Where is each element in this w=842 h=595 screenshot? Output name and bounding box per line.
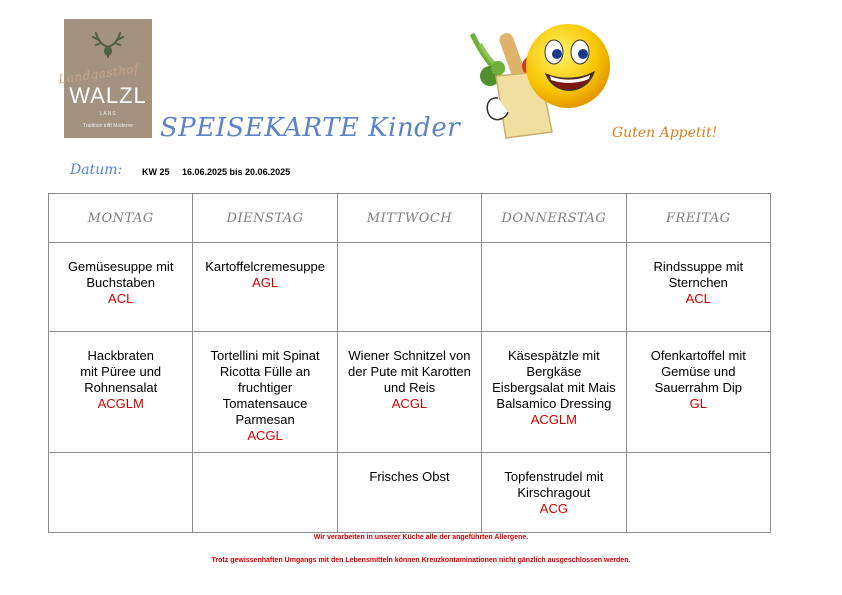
allergen-codes: ACGLM (530, 412, 577, 427)
day-header-tuesday: DIENSTAG (193, 194, 337, 243)
menu-cell (337, 453, 481, 533)
dish-name: Rindssuppe mit Sternchen (653, 259, 744, 290)
dish-name: Käsespätzle mit Bergkäse Eisbergsalat mit Mais Balsamico Dressing (492, 348, 616, 411)
allergen-codes: ACL (685, 291, 711, 306)
table-row (49, 243, 771, 332)
allergen-codes: ACG (539, 501, 568, 516)
contamination-note: Trotz gewissenhaften Umgangs mit den Lebensmitteln können Kreuzkontaminationen nicht gänzlich ausgeschlossen werden. (211, 557, 631, 564)
day-header-thursday: DONNERSTAG (482, 194, 626, 243)
date-label: Datum: (70, 162, 123, 178)
allergen-codes: GL (689, 396, 707, 411)
menu-cell (337, 332, 481, 453)
logo-tagline: Tradition trifft Moderne (82, 123, 134, 129)
logo (57, 19, 152, 138)
menu-cell (49, 243, 193, 332)
logo-script: Landgasthof (57, 61, 140, 87)
allergen-codes: ACGL (391, 396, 428, 411)
dish-name: Hackbraten mit Püree und Rohnensalat (80, 348, 162, 395)
dish-name: Wiener Schnitzel von der Pute mit Karotten und Reis (348, 348, 471, 395)
day-header-friday: FREITAG (626, 194, 770, 243)
logo-place: LANS (99, 111, 117, 117)
smiley-grocery-bag-icon (462, 14, 614, 140)
allergen-codes: ACL (108, 291, 134, 306)
dish-name: Ofenkartoffel mit Gemüse und Sauerrahm Dip (650, 348, 746, 395)
table-row (49, 332, 771, 453)
allergen-note: Wir verarbeiten in unserer Küche alle der angeführten Allergene. (313, 534, 529, 541)
menu-cell (193, 243, 337, 332)
table-row (49, 453, 771, 533)
logo-brand: WALZL (69, 83, 147, 108)
menu-cell (49, 453, 193, 533)
deer-antler-icon (90, 29, 126, 59)
allergen-codes: ACGLM (97, 396, 144, 411)
menu-cell (193, 453, 337, 533)
menu-cell (626, 332, 770, 453)
allergen-codes: AGL (252, 275, 279, 290)
dish-name: Gemüsesuppe mit Buchstaben (67, 259, 174, 290)
dish-name: Kartoffelcremesuppe (205, 259, 325, 274)
menu-cell (626, 453, 770, 533)
dish-name: Frisches Obst (369, 469, 450, 484)
page-title: SPEISEKARTE Kinder (160, 113, 461, 143)
menu-cell (482, 332, 626, 453)
day-header-wednesday: MITTWOCH (337, 194, 481, 243)
calendar-week: KW 25 (142, 167, 170, 177)
menu-cell (337, 243, 481, 332)
allergen-codes: ACGL (247, 428, 283, 443)
greeting: Guten Appetit! (612, 125, 718, 141)
table-header-row (49, 194, 771, 243)
menu-cell (49, 332, 193, 453)
menu-cell (482, 453, 626, 533)
menu-cell (193, 332, 337, 453)
menu-table (48, 193, 771, 533)
day-header-monday: MONTAG (49, 194, 193, 243)
menu-cell (482, 243, 626, 332)
dish-name: Topfenstrudel mit Kirschragout (504, 469, 604, 500)
date-range: 16.06.2025 bis 20.06.2025 (182, 167, 291, 177)
menu-cell (626, 243, 770, 332)
dish-name: Tortellini mit Spinat Ricotta Fülle an fruchtiger Tomatensauce Parmesan (210, 348, 320, 427)
